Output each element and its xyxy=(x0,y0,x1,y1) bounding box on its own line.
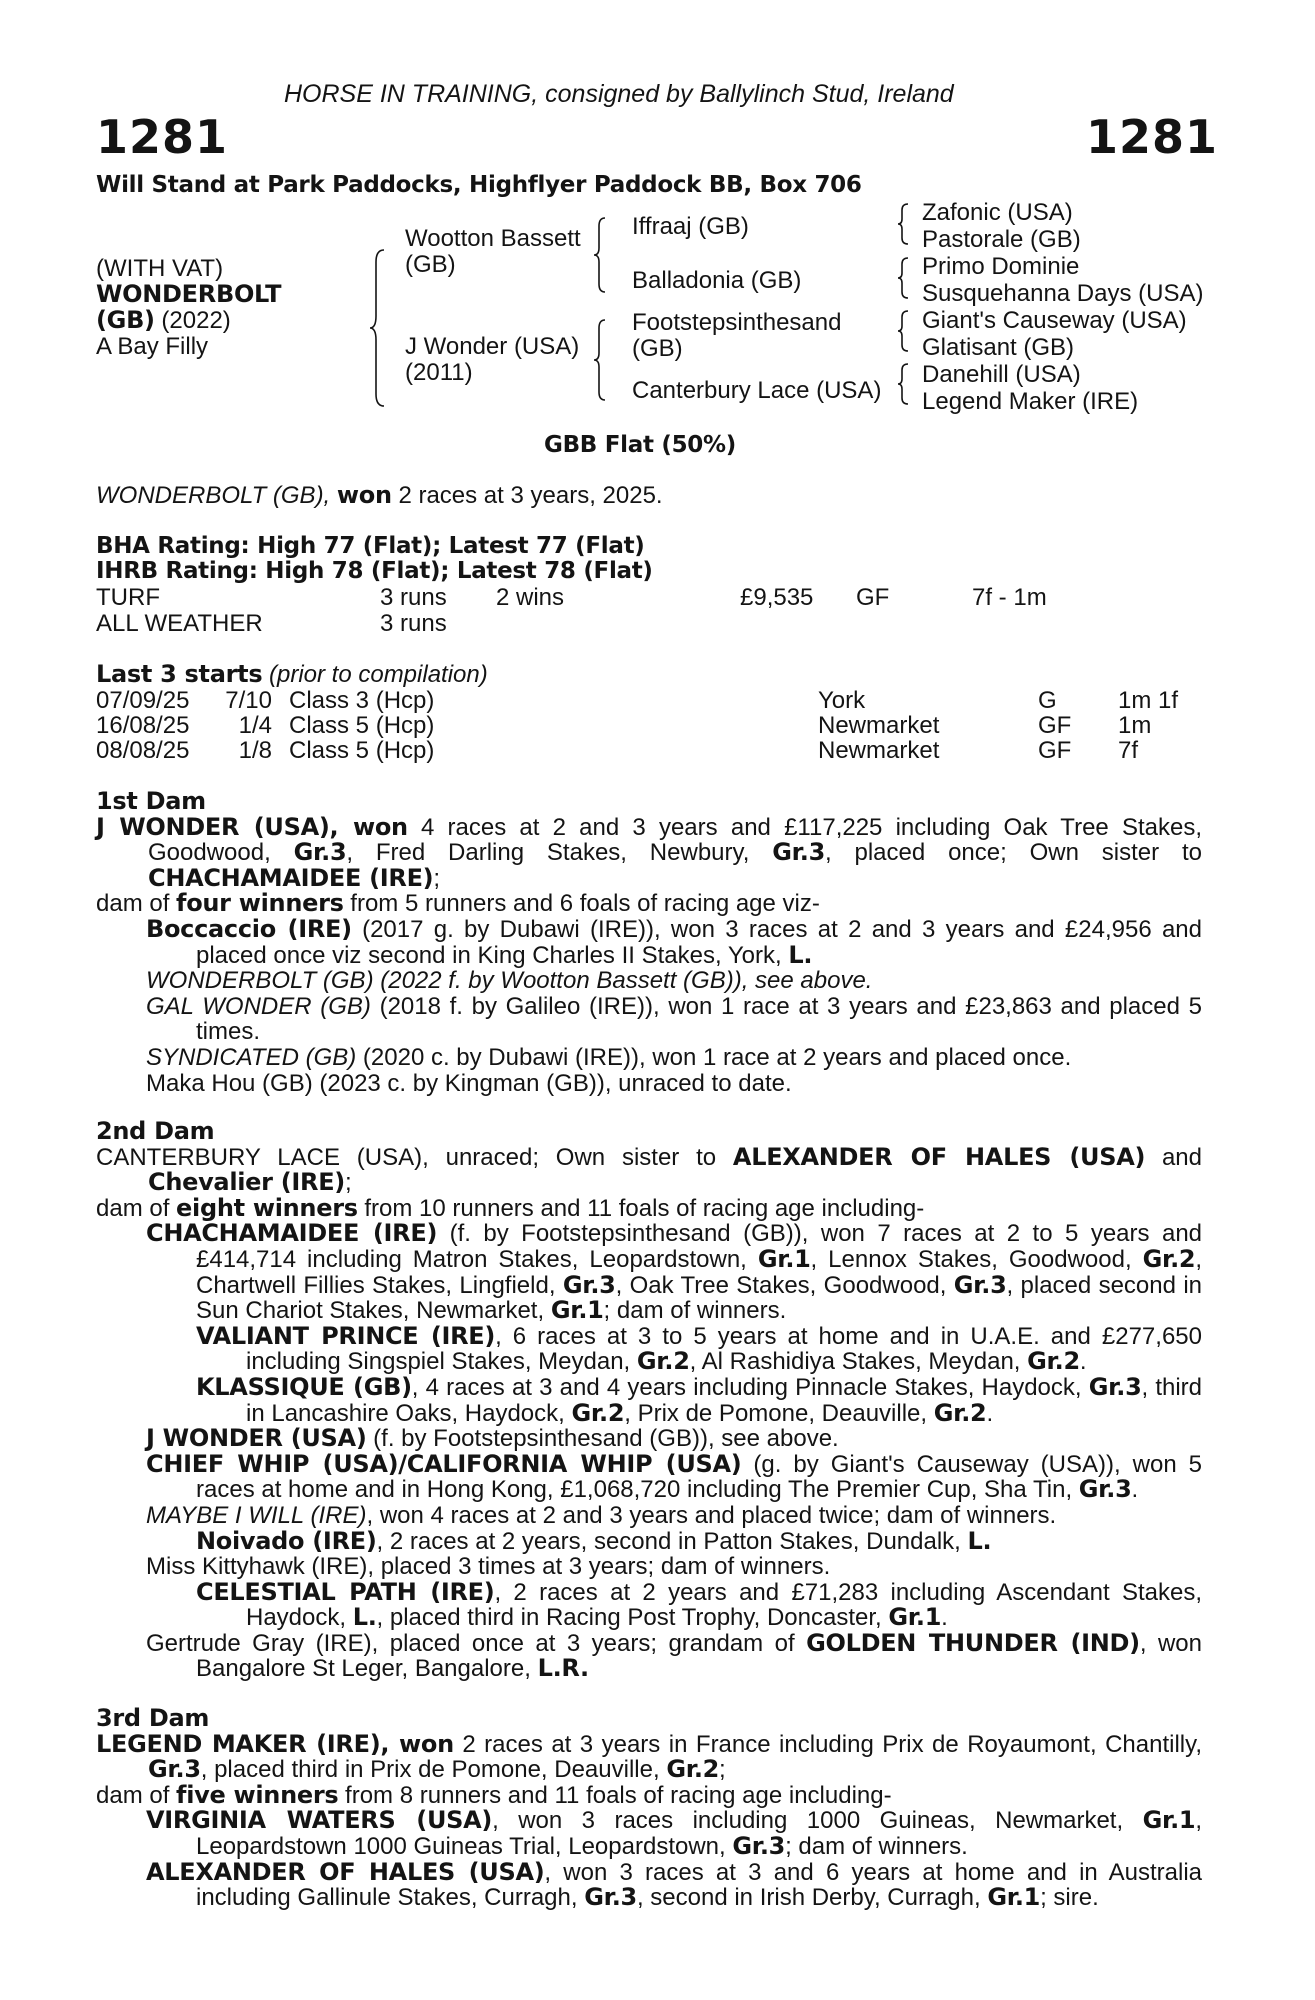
start-course: Newmarket xyxy=(818,712,940,739)
lot-number-left: 1281 xyxy=(96,110,229,164)
pedigree-sire-line1: Wootton Bassett xyxy=(405,225,581,252)
horse-name: WONDERBOLT xyxy=(96,280,282,308)
start-class: Class 3 (Hcp) xyxy=(289,687,435,714)
second-dam-name: CANTERBURY LACE (USA), unraced; Own sister to xyxy=(96,1143,733,1171)
start-class: Class 5 (Hcp) xyxy=(289,737,435,764)
pedigree-sire-dam: Balladonia (GB) xyxy=(632,267,802,294)
pedigree-sss: Zafonic (USA) xyxy=(922,199,1073,226)
summary-won: won xyxy=(336,481,392,509)
first-dam-foal: Maka Hou (GB) (2023 c. by Kingman (GB)), unraced to date. xyxy=(146,1069,792,1097)
third-dam-foal: ALEXANDER OF HALES (USA), won 3 races at 3 and 6 years at home and in Australia including Gallinule Stakes, Curragh, Gr.3, second in Irish Derby, Curragh, Gr.1; sire. xyxy=(146,1857,1202,1912)
pedigree-dam-line2: (2011) xyxy=(405,359,473,386)
second-dam-heading: 2nd Dam xyxy=(96,1117,215,1145)
bha-rating: BHA Rating: High 77 (Flat); Latest 77 (Flat) xyxy=(96,533,645,559)
pedigree-ddd: Legend Maker (IRE) xyxy=(922,388,1139,415)
first-dam-produce-summary: dam of four winners from 5 runners and 6 foals of racing age viz- xyxy=(96,889,820,918)
start-distance: 1m xyxy=(1118,712,1152,739)
pedigree-dss: Giant's Causeway (USA) xyxy=(922,307,1187,334)
start-class: Class 5 (Hcp) xyxy=(289,712,435,739)
second-dam-foal: CHACHAMAIDEE (IRE) (f. by Footstepsinthesand (GB)), won 7 races at 2 to 5 years and £414,714 including Matron Stakes, Leopardstown, Gr.1, Lennox Stakes, Goodwood, Gr.2, Chartwell Fillies Stakes, Lingfield, Gr.3, Oak Tree Stakes, Goodwood, Gr.3, placed second in Sun Chariot Stakes, Newmarket, Gr.1; dam of winners. xyxy=(146,1219,1203,1325)
third-dam-foal: VIRGINIA WATERS (USA), won 3 races including 1000 Guineas, Newmarket, Gr.1, Leopardstown 1000 Guineas Trial, Leopardstown, Gr.3; dam of winners. xyxy=(146,1806,1202,1860)
third-dam-produce-summary: dam of five winners from 8 runners and 11 foals of racing age including- xyxy=(96,1780,892,1809)
start-going: GF xyxy=(1038,712,1072,739)
surface-aw-runs: 3 runs xyxy=(380,610,447,637)
pedigree-sire-sire: Iffraaj (GB) xyxy=(632,213,749,240)
third-dam-record: LEGEND MAKER (IRE), won 2 races at 3 years in France including Prix de Royaumont, Chantilly, Gr.3, placed third in Prix de Pomone, Deauville, Gr.2; xyxy=(96,1729,1203,1784)
start-position: 1/4 xyxy=(238,712,272,739)
surface-turf-wins: 2 wins xyxy=(496,584,565,611)
vat-note: (WITH VAT) xyxy=(96,255,224,282)
start-distance: 1m 1f xyxy=(1118,687,1179,714)
pedigree-brace-dd xyxy=(896,362,910,406)
pedigree-brace-sd xyxy=(896,256,910,300)
gbb-line: GBB Flat (50%) xyxy=(544,432,736,458)
pedigree-sds: Primo Dominie xyxy=(922,253,1080,280)
third-dam-section xyxy=(96,1706,1202,1911)
second-dam-foal: CHIEF WHIP (USA)/CALIFORNIA WHIP (USA) (g. by Giant's Causeway (USA)), won 5 races at home and in Hong Kong, £1,068,720 including The Premier Cup, Sha Tin, Gr.3. xyxy=(146,1449,1202,1504)
start-date: 16/08/25 xyxy=(96,712,190,739)
second-dam-grandfoal: Noivado (IRE), 2 races at 2 years, second in Patton Stakes, Dundalk, L. xyxy=(196,1526,992,1555)
pedigree-dam-dam: Canterbury Lace (USA) xyxy=(632,377,882,404)
surface-turf-prize: £9,535 xyxy=(740,584,814,611)
first-dam-foal: WONDERBOLT (GB) (2022 f. by Wootton Bassett (GB)), see above. xyxy=(146,967,873,995)
first-dam-foal: GAL WONDER (GB) (2018 f. by Galileo (IRE)), won 1 race at 3 years and £23,863 and placed 5 times. xyxy=(146,992,1202,1046)
ihrb-rating: IHRB Rating: High 78 (Flat); Latest 78 (Flat) xyxy=(96,558,653,584)
start-going: G xyxy=(1038,687,1057,714)
start-position: 7/10 xyxy=(225,687,272,714)
first-dam-foal: Boccaccio (IRE) (2017 g. by Dubawi (IRE)), won 3 races at 2 and 3 years and £24,956 and placed once viz second in King Charles II Stakes, York, L. xyxy=(146,914,1203,969)
surface-aw-label: ALL WEATHER xyxy=(96,610,263,637)
horse-description: A Bay Filly xyxy=(96,333,209,360)
first-dam-name: J WONDER (USA), won xyxy=(96,812,408,841)
second-dam-grandfoal: CELESTIAL PATH (IRE), 2 races at 2 years and £71,283 including Ascendant Stakes, Haydock, L., placed third in Racing Post Trophy, Doncaster, Gr.1. xyxy=(196,1577,1202,1632)
second-dam-foal: J WONDER (USA) (f. by Footstepsinthesand (GB)), see above. xyxy=(146,1424,839,1453)
last-starts-note: (prior to compilation) xyxy=(268,661,488,688)
surface-turf-going: GF xyxy=(856,584,890,611)
start-distance: 7f xyxy=(1118,737,1139,764)
location-line: Will Stand at Park Paddocks, Highflyer Paddock BB, Box 706 xyxy=(96,172,862,198)
pedigree-dsd: Glatisant (GB) xyxy=(922,334,1075,361)
second-dam-grandfoal: KLASSIQUE (GB), 4 races at 3 and 4 years including Pinnacle Stakes, Haydock, Gr.3, third in Lancashire Oaks, Haydock, Gr.2, Prix de Pomone, Deauville, Gr.2. xyxy=(196,1372,1203,1427)
surface-turf-distance: 7f - 1m xyxy=(972,584,1047,611)
pedigree-brace-sire xyxy=(592,216,608,294)
third-dam-name: LEGEND MAKER (IRE), won xyxy=(96,1729,454,1758)
first-dam-record: J WONDER (USA), won 4 races at 2 and 3 years and £117,225 including Oak Tree Stakes, Goodwood, Gr.3, Fred Darling Stakes, Newbury, Gr.3, placed once; Own sister to CHACHAMAIDEE (IRE); xyxy=(96,812,1203,892)
pedigree-sdd: Susquehanna Days (USA) xyxy=(922,280,1204,307)
start-going: GF xyxy=(1038,737,1072,764)
start-date: 08/08/25 xyxy=(96,737,190,764)
surface-turf-label: TURF xyxy=(96,584,160,611)
pedigree-dam-line1: J Wonder (USA) xyxy=(405,333,580,360)
last-starts-title: Last 3 starts xyxy=(96,660,263,688)
start-course: York xyxy=(818,687,866,714)
start-date: 07/09/25 xyxy=(96,687,190,714)
race-summary xyxy=(96,483,663,509)
pedigree-dds: Danehill (USA) xyxy=(922,361,1081,388)
horse-origin: (GB) xyxy=(96,306,155,334)
pedigree-brace-ds xyxy=(896,309,910,353)
first-dam-foal: SYNDICATED (GB) (2020 c. by Dubawi (IRE)), won 1 race at 2 years and placed once. xyxy=(146,1043,1072,1071)
start-course: Newmarket xyxy=(818,737,940,764)
last-starts-heading xyxy=(96,662,488,688)
horse-year: (2022) xyxy=(161,307,231,334)
summary-name: WONDERBOLT (GB), xyxy=(96,482,331,509)
second-dam-grandfoal: VALIANT PRINCE (IRE), 6 races at 3 to 5 years at home and in U.A.E. and £277,650 including Singspiel Stakes, Meydan, Gr.2, Al Rashidiya Stakes, Meydan, Gr.2. xyxy=(196,1321,1202,1376)
third-dam-heading: 3rd Dam xyxy=(96,1704,210,1732)
second-dam-record: CANTERBURY LACE (USA), unraced; Own sister to ALEXANDER OF HALES (USA) and Chevalier (IRE); xyxy=(96,1142,1202,1197)
pedigree-dam-sire-line2: (GB) xyxy=(632,335,683,362)
second-dam-foal: Miss Kittyhawk (IRE), placed 3 times at 3 years; dam of winners. xyxy=(146,1553,831,1581)
lot-number-right: 1281 xyxy=(1086,110,1219,164)
first-dam-section xyxy=(96,789,1202,1096)
pedigree-ssd: Pastorale (GB) xyxy=(922,226,1081,253)
summary-rest: 2 races at 3 years, 2025. xyxy=(398,482,663,509)
pedigree-sire-line2: (GB) xyxy=(405,251,456,278)
start-position: 1/8 xyxy=(238,737,272,764)
second-dam-foal: Gertrude Gray (IRE), placed once at 3 years; grandam of GOLDEN THUNDER (IND), won Bangalore St Leger, Bangalore, L.R. xyxy=(146,1628,1203,1683)
second-dam-produce-summary: dam of eight winners from 10 runners and 11 foals of racing age including- xyxy=(96,1193,925,1222)
pedigree-brace-main xyxy=(368,248,388,408)
second-dam-section xyxy=(96,1119,1202,1682)
pedigree-brace-dam xyxy=(592,318,608,402)
consignment-line: HORSE IN TRAINING, consigned by Ballylinch Stud, Ireland xyxy=(284,80,954,108)
horse-origin-year xyxy=(96,308,231,334)
surface-turf-runs: 3 runs xyxy=(380,584,447,611)
pedigree-brace-ss xyxy=(896,202,910,246)
pedigree-dam-sire-line1: Footstepsinthesand xyxy=(632,309,842,336)
first-dam-heading: 1st Dam xyxy=(96,787,206,815)
second-dam-foal: MAYBE I WILL (IRE), won 4 races at 2 and 3 years and placed twice; dam of winners. xyxy=(146,1501,1057,1529)
